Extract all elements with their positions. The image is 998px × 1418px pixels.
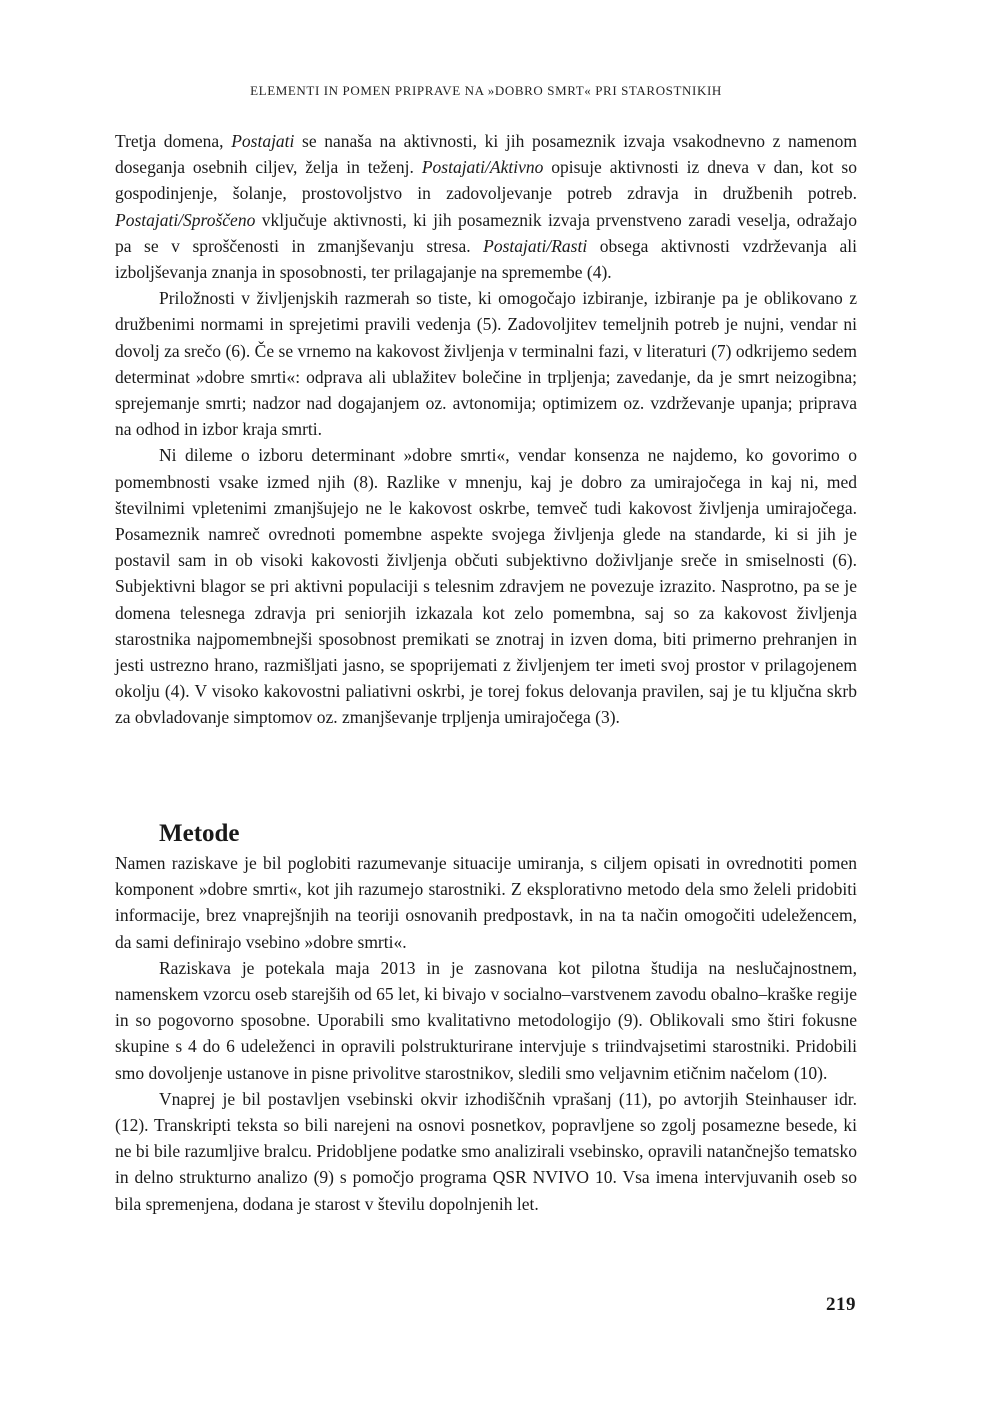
text-span: se nanaša na aktivnosti, ki jih posameznik izvaja vsakodnevno z namenom doseganja osebnih ciljev, želja in teženj. [115,131,857,178]
page-number: 219 [826,1294,856,1315]
paragraph-vnaprej: Vnaprej je bil postavljen vsebinski okvir izhodiščnih vprašanj (11), po avtorjih Steinhauser idr. (12). Transkripti teksta so bili narejeni na osnovi posnetkov, popravljene so zgolj posamezne besede, ki ne bi bile razumljive bralcu. Pridobljene podatke smo analizirali vsebinsko, opravili natančnejšo tematsko in delno strukturno analizo (9) s pomočjo programa QSR NVIVO 10. Vsa imena intervjuvanih oseb so bila spremenjena, dodana je starost v številu dopolnjenih let. [115,1088,857,1214]
text-span: vključuje aktivnosti, ki jih posameznik izvaja prvenstveno zaradi veselja, odražajo pa se v sproščenosti in zmanjševanju stresa. [115,209,857,256]
text-span: obsega aktivnosti vzdrževanja ali izboljševanja znanja in sposobnosti, ter prilagajanje na spremembe (4). [115,235,857,283]
paragraph-priloznosti: Priložnosti v življenjskih razmerah so tiste, ki omogočajo izbiranje, izbiranje pa je oblikovano z družbenimi normami in sprejetimi pravili vedenja (5). Zadovoljitev temeljnih potreb je nujni, vendar ni dovolj za srečo (6). Če se vrnemo na kakovost življenja v terminalni fazi, v literaturi (7) odkrijemo sedem determinat »dobre smrti«: odprava ali ublažitev bolečine in trpljenja; zavedanje, da je smrt neizogibna; sprejemanje smrti; nadzor nad dogajanjem oz. avtonomija; optimizem oz. vzdrževanje upanja; priprava na odhod in izbor kraja smrti. [115,288,857,440]
text-span: Tretja domena, [115,131,232,151]
running-header: ELEMENTI IN POMEN PRIPRAVE NA »DOBRO SMRT« PRI STAROSTNIKIH [250,83,722,98]
text-span: opisuje aktivnosti iz dneva v dan, kot so gospodinjenje, šolanje, prostovoljstvo in zadovoljevanje potreb zdravja in družbenih potreb. [115,157,857,204]
section-heading-metode: Metode [159,820,240,847]
body-text-upper [115,128,857,731]
italic-term: Postajati/Rasti [483,235,588,256]
italic-term: Postajati/Sproščeno [115,209,256,230]
paragraph-namen: Namen raziskave je bil poglobiti razumevanje situacije umiranja, s ciljem opisati in ovrednotiti pomen komponent »dobre smrti«, kot jih razumejo starostniki. Z eksplorativno metodo dela smo želeli pridobiti informacije, brez vnaprejšnjih na teoriji osnovanih predpostavk, in na ta način omogočiti udeležencem, da sami definirajo vsebino »dobre smrti«. [115,853,857,952]
italic-term: Postajati/Aktivno [421,157,544,178]
paragraph-determinante: Ni dileme o izboru determinant »dobre smrti«, vendar konsenza ne najdemo, ko govorimo o pomembnosti vsake izmed njih (8). Razlike v mnenju, kaj je dobro za umirajočega in kaj ni, med številnimi vpletenimi zmanjšujejo ne le kakovost oskrbe, temveč tudi kakovost življenja umirajočega. Posameznik namreč ovrednoti pomembne aspekte svojega življenja glede na standarde, ki si jih je postavil sam in ob visoki kakovosti življenja občuti subjektivno doživljanje sreče in smiselnosti (6). Subjektivni blagor se pri aktivni populaciji s telesnim zdravjem ne povezuje izrazito. Nasprotno, pa se je domena telesnega zdravja pri seniorjih izkazala kot zelo pomembna, saj so za kakovost življenja starostnika najpomembnejši sposobnost premikati se znotraj in izven doma, biti primerno prehranjen in jesti ustrezno hrano, razmišljati jasno, se spoprijemati z življenjem ter imeti svoj prostor v prilagojenem okolju (4). V visoko kakovostni paliativni oskrbi, je torej fokus delovanja pravilen, saj je tu ključna skrb za obvladovanje simptomov oz. zmanjševanje trpljenja umirajočega (3). [115,445,857,728]
paragraph-postajati [115,128,857,285]
body-text-methods [115,850,857,1217]
italic-term: Postajati [231,131,295,151]
paragraph-raziskava: Raziskava je potekala maja 2013 in je zasnovana kot pilotna študija na neslučajnostnem, namenskem vzorcu oseb starejših od 65 let, ki bivajo v socialno–varstvenem zavodu obalno–kraške regije in so pogovorno sposobne. Uporabili smo kvalitativno metodologijo (9). Oblikovali smo štiri fokusne skupine s 4 do 6 udeleženci in opravili polstrukturirane intervjuje s triindvajsetimi starostniki. Pridobili smo dovoljenje ustanove in pisne privolitve starostnikov, sledili smo veljavnim etičnim načelom (10). [115,957,857,1083]
